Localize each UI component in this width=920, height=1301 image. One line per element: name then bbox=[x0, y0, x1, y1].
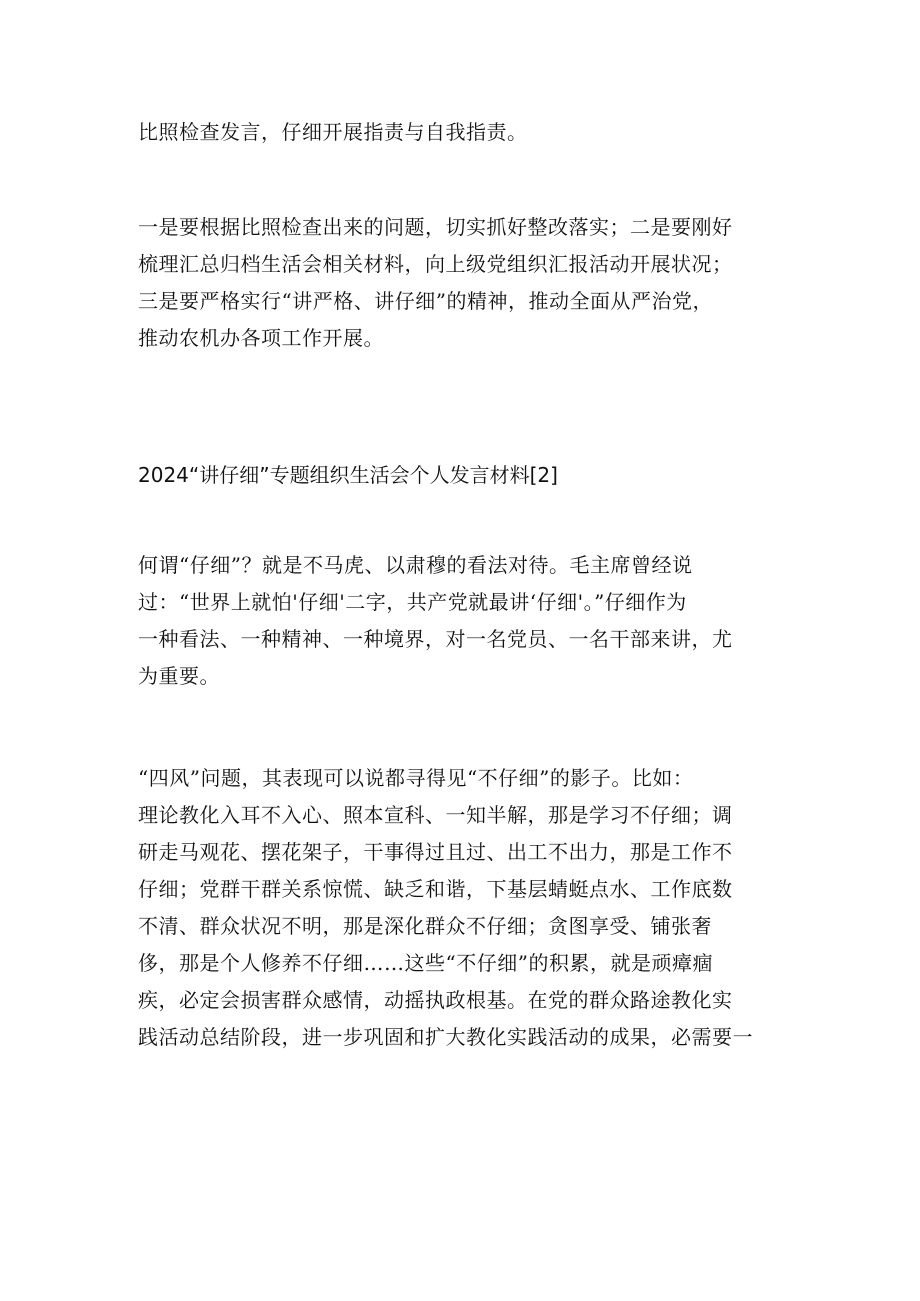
paragraph-4 bbox=[138, 760, 788, 1056]
paragraph-1 bbox=[138, 114, 788, 151]
text-line: 推动农机办各项工作开展。 bbox=[138, 326, 384, 350]
text-line: 梳理汇总归档生活会相关材料，向上级党组织汇报活动开展状况； bbox=[138, 252, 733, 276]
text-line: “四风”问题，其表现可以说都寻得见“不仔细”的影子。比如： bbox=[138, 766, 694, 790]
text-line: 三是要严格实行“讲严格、讲仔细”的精神，推动全面从严治党， bbox=[138, 289, 713, 313]
paragraph-2 bbox=[138, 209, 788, 357]
text-line: 一是要根据比照检查出来的问题，切实抓好整改落实；二是要刚好 bbox=[138, 215, 733, 239]
text-line: 研走马观花、摆花架子，干事得过且过、出工不出力，那是工作不 bbox=[138, 840, 733, 864]
paragraph-3 bbox=[138, 547, 788, 695]
text-line: 理论教化入耳不入心、照本宣科、一知半解，那是学习不仔细；调 bbox=[138, 803, 733, 827]
text-line: 何谓“仔细”？就是不马虎、以肃穆的看法对待。毛主席曾经说 bbox=[138, 553, 693, 577]
section-heading: 2024“讲仔细”专题组织生活会个人发言材料[2] bbox=[138, 463, 558, 487]
text-line: 不清、群众状况不明，那是深化群众不仔细；贪图享受、铺张奢 bbox=[138, 914, 712, 938]
text-line: 疾，必定会损害群众感情，动摇执政根基。在党的群众路途教化实 bbox=[138, 988, 733, 1012]
text-line: 一种看法、一种精神、一种境界，对一名党员、一名干部来讲，尤 bbox=[138, 627, 733, 651]
text-line: 侈，那是个人修养不仔细……这些“不仔细”的积累，就是顽瘴痼 bbox=[138, 951, 713, 975]
text-line: 仔细；党群干群关系惊慌、缺乏和谐，下基层蜻蜓点水、工作底数 bbox=[138, 877, 733, 901]
text-line: 为重要。 bbox=[138, 664, 220, 688]
text-line: 过：“世界上就怕'仔细'二字，共产党就最讲‘仔细'。”仔细作为 bbox=[138, 590, 687, 614]
text-line: 践活动总结阶段，进一步巩固和扩大教化实践活动的成果，必需要一 bbox=[138, 1025, 753, 1049]
text-line: 比照检查发言，仔细开展指责与自我指责。 bbox=[138, 120, 528, 144]
